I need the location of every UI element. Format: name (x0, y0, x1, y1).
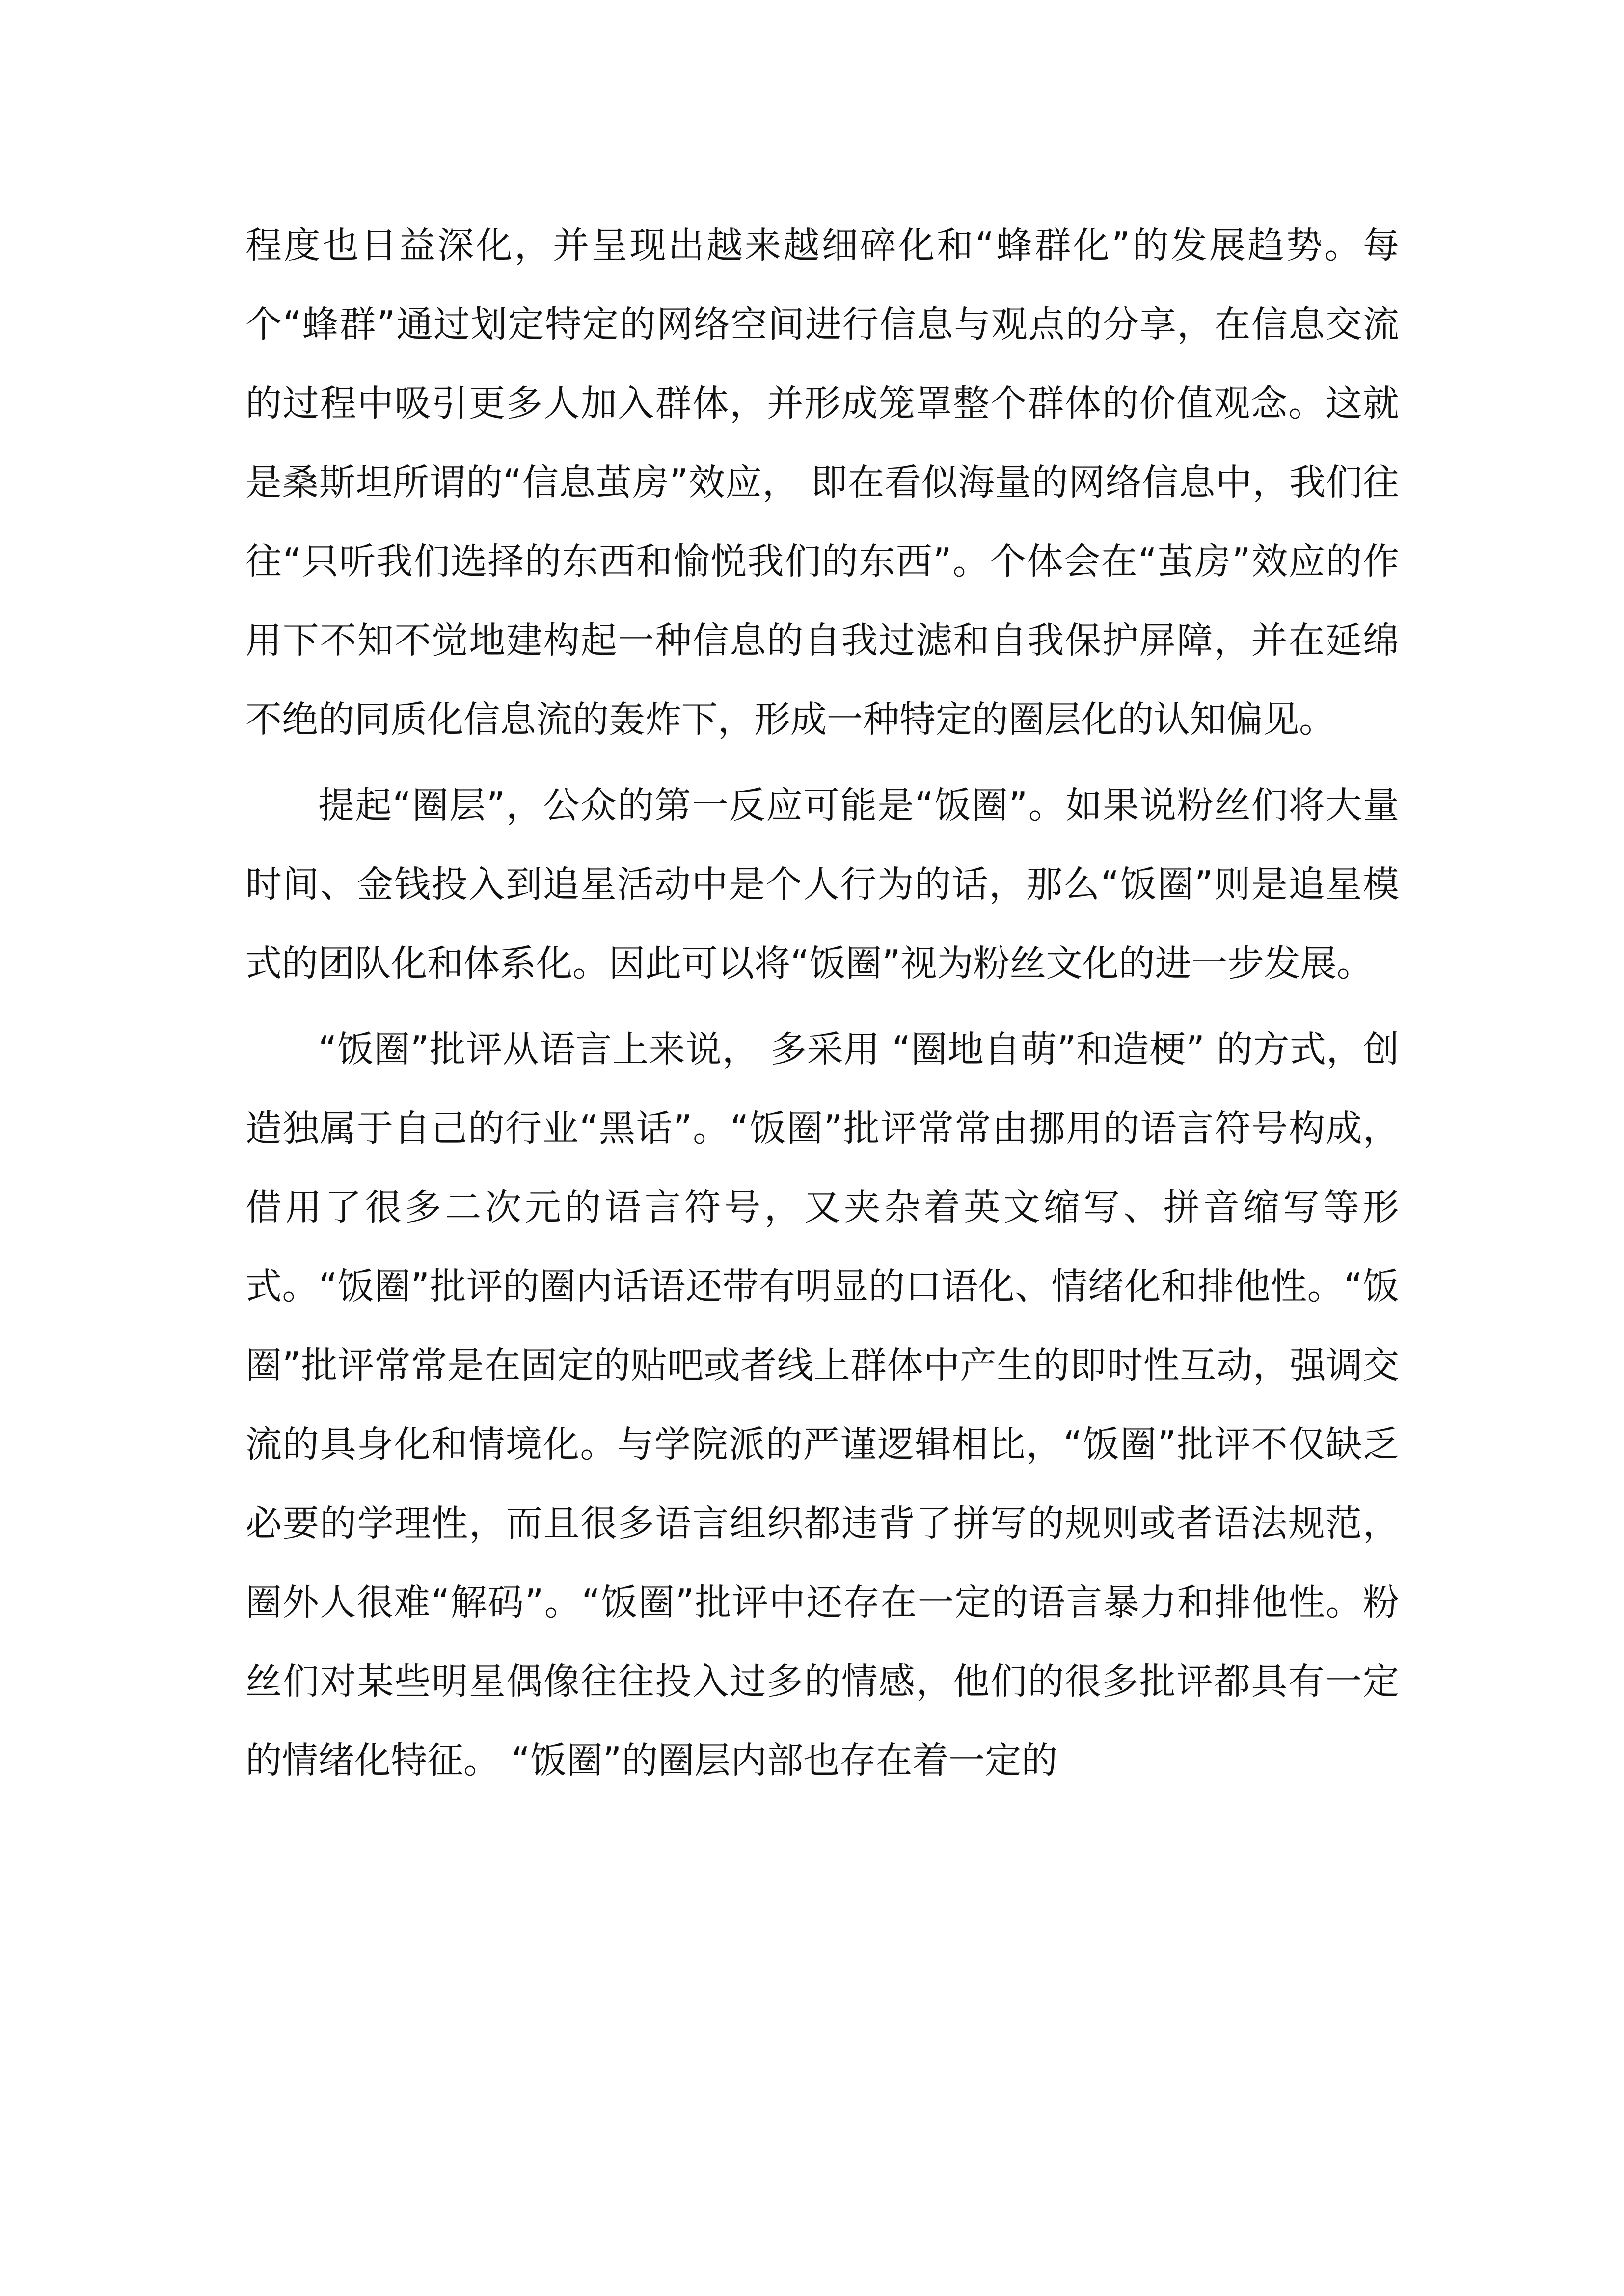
paragraph-2: 提起“圈层”，公众的第一反应可能是“饭圈”。如果说粉丝们将大量时间、金钱投入到追星活动中是个人行为的话，那么“饭圈”则是追星模式的团队化和体系化。因此可以将“饭圈”视为粉丝文化的进一步发展。 (245, 784, 1399, 985)
paragraph-3: “饭圈”批评从语言上来说， 多采用 “圈地自萌”和造梗” 的方式，创造独属于自己的行业“黑话”。“饭圈”批评常常由挪用的语言符号构成，借用了很多二次元的语言符号，又夹杂着英文缩写、拼音缩写等形式。“饭圈”批评的圈内话语还带有明显的口语化、情绪化和排他性。“饭圈”批评常常是在固定的贴吧或者线上群体中产生的即时性互动，强调交流的具身化和情境化。与学院派的严谨逻辑相比，“饭圈”批评不仅缺乏必要的学理性，而且很多语言组织都违背了拼写的规则或者语法规范， 圈外人很难“解码”。“饭圈”批评中还存在一定的语言暴力和排他性。粉丝们对某些明星偶像往往投入过多的情感，他们的很多批评都具有一定的情绪化特征。 “饭圈”的圈层内部也存在着一定的 (245, 1028, 1399, 1782)
body-text (245, 206, 1399, 1807)
paragraph-1: 程度也日益深化，并呈现出越来越细碎化和“蜂群化”的发展趋势。每个“蜂群”通过划定特定的网络空间进行信息与观点的分享，在信息交流的过程中吸引更多人加入群体，并形成笼罩整个群体的价值观念。这就是桑斯坦所谓的“信息茧房”效应， 即在看似海量的网络信息中，我们往往“只听我们选择的东西和愉悦我们的东西”。个体会在“茧房”效应的作用下不知不觉地建构起一种信息的自我过滤和自我保护屏障，并在延绵不绝的同质化信息流的轰炸下，形成一种特定的圈层化的认知偏见。 (245, 224, 1399, 741)
